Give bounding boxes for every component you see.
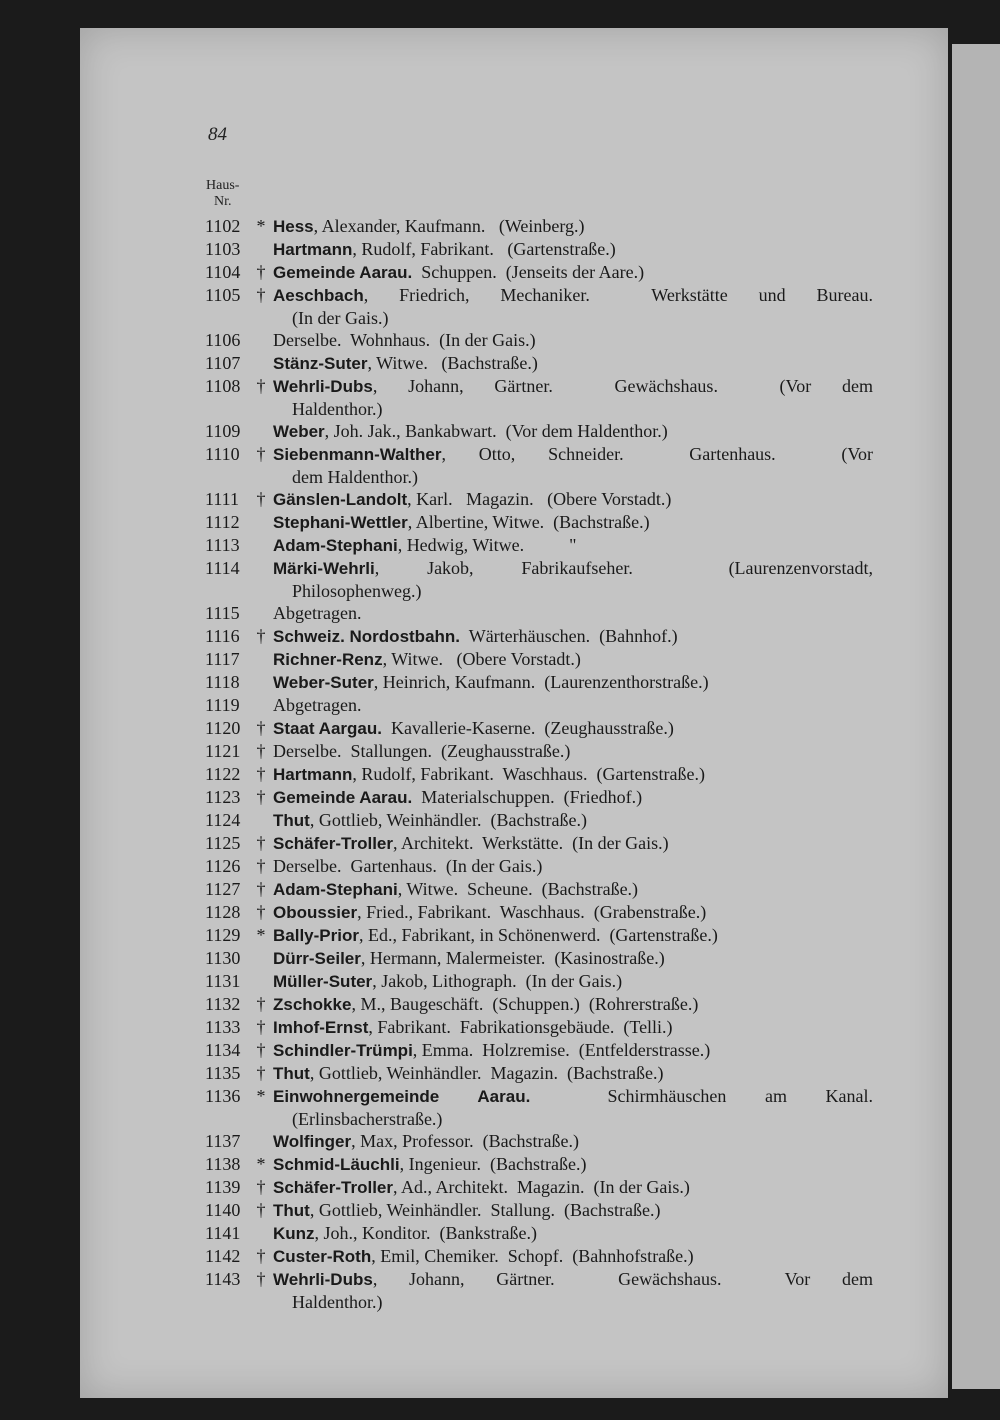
register-entry bbox=[205, 1039, 873, 1062]
entry-marker bbox=[249, 511, 273, 534]
entry-marker bbox=[249, 648, 273, 671]
owner-name: Thut bbox=[273, 1064, 310, 1083]
entry-marker: † bbox=[256, 1200, 266, 1220]
entry-text bbox=[273, 832, 873, 855]
entry-marker bbox=[249, 809, 273, 832]
entry-marker: † bbox=[256, 285, 266, 305]
entry-text bbox=[273, 534, 873, 557]
house-number: 1141 bbox=[205, 1223, 241, 1243]
house-number: 1114 bbox=[205, 558, 240, 578]
register-entry bbox=[205, 717, 873, 740]
house-number: 1107 bbox=[205, 353, 241, 373]
house-number: 1138 bbox=[205, 1154, 241, 1174]
entry-details: Derselbe. Stallungen. (Zeughausstraße.) bbox=[273, 741, 571, 761]
register-entry bbox=[205, 671, 873, 694]
entry-marker: † bbox=[256, 1017, 266, 1037]
entry-marker: † bbox=[256, 718, 266, 738]
entry-text bbox=[273, 1130, 873, 1153]
house-number: 1122 bbox=[205, 764, 241, 784]
register-entry bbox=[205, 557, 873, 580]
house-number: 1110 bbox=[205, 444, 240, 464]
entry-text bbox=[273, 717, 873, 740]
entry-details: , Ed., Fabrikant, in Schönenwerd. (Gartenstraße.) bbox=[358, 925, 718, 945]
owner-name: Schweiz. Nordostbahn. bbox=[273, 627, 461, 646]
entry-text bbox=[273, 329, 873, 352]
house-number: 1113 bbox=[205, 535, 240, 555]
entry-text bbox=[273, 901, 873, 924]
entry-text bbox=[273, 420, 873, 443]
owner-name: Hartmann bbox=[273, 240, 353, 259]
owner-name: Zschokke bbox=[273, 995, 352, 1014]
register-entry bbox=[205, 602, 873, 625]
house-register-list bbox=[205, 215, 873, 1313]
house-number: 1132 bbox=[205, 994, 241, 1014]
entry-text bbox=[273, 1039, 873, 1062]
owner-name: Wolfinger bbox=[273, 1132, 352, 1151]
entry-marker bbox=[249, 694, 273, 717]
entry-details: , Albertine, Witwe. (Bachstraße.) bbox=[407, 512, 650, 532]
owner-name: Einwohnergemeinde Aarau. bbox=[273, 1087, 531, 1106]
register-entry bbox=[205, 1153, 873, 1176]
entry-marker bbox=[249, 970, 273, 993]
entry-details: , Ad., Architekt. Magazin. (In der Gais.) bbox=[393, 1177, 690, 1197]
entry-text bbox=[273, 1176, 873, 1199]
owner-name: Schäfer-Troller bbox=[273, 834, 393, 853]
house-number: 1130 bbox=[205, 948, 241, 968]
house-number: 1118 bbox=[205, 672, 240, 692]
entry-details: , Rudolf, Fabrikant. (Gartenstraße.) bbox=[352, 239, 616, 259]
entry-details: , Witwe. (Bachstraße.) bbox=[367, 353, 538, 373]
entry-details: Materialschuppen. (Friedhof.) bbox=[412, 787, 643, 807]
house-number: 1129 bbox=[205, 925, 241, 945]
house-number: 1134 bbox=[205, 1040, 241, 1060]
register-entry bbox=[205, 1085, 873, 1108]
register-entry bbox=[205, 1245, 873, 1268]
register-entry bbox=[205, 947, 873, 970]
house-number: 1116 bbox=[205, 626, 240, 646]
register-entry bbox=[205, 901, 873, 924]
house-number: 1126 bbox=[205, 856, 241, 876]
entry-text bbox=[273, 375, 873, 398]
entry-text bbox=[273, 488, 873, 511]
page-number: 84 bbox=[208, 124, 227, 145]
register-entry bbox=[205, 488, 873, 511]
house-number: 1136 bbox=[205, 1086, 241, 1106]
owner-name: Märki-Wehrli bbox=[273, 559, 375, 578]
house-number: 1128 bbox=[205, 902, 241, 922]
entry-marker: † bbox=[256, 1269, 266, 1289]
owner-name: Oboussier bbox=[273, 903, 358, 922]
entry-text bbox=[273, 625, 873, 648]
owner-name: Siebenmann-Walther bbox=[273, 445, 442, 464]
entry-marker: † bbox=[256, 489, 266, 509]
entry-text bbox=[273, 694, 873, 717]
entry-details: Derselbe. Wohnhaus. (In der Gais.) bbox=[273, 330, 536, 350]
register-entry bbox=[205, 534, 873, 557]
entry-marker: * bbox=[256, 925, 266, 945]
register-entry bbox=[205, 238, 873, 261]
entry-text bbox=[273, 947, 873, 970]
entry-details: , Fried., Fabrikant. Waschhaus. (Grabenstraße.) bbox=[357, 902, 707, 922]
register-entry bbox=[205, 1268, 873, 1291]
entry-details: Derselbe. Gartenhaus. (In der Gais.) bbox=[273, 856, 543, 876]
entry-marker: † bbox=[256, 1040, 266, 1060]
entry-marker: * bbox=[256, 1086, 266, 1106]
entry-details: , Gottlieb, Weinhändler. Stallung. (Bachstraße.) bbox=[309, 1200, 661, 1220]
entry-details: , Friedrich, Mechaniker. Werkstätte und Bureau. bbox=[363, 285, 873, 305]
entry-marker bbox=[249, 947, 273, 970]
register-entry bbox=[205, 809, 873, 832]
entry-details: , Jakob, Lithograph. (In der Gais.) bbox=[372, 971, 623, 991]
register-entry bbox=[205, 924, 873, 947]
entry-details: Wärterhäuschen. (Bahnhof.) bbox=[460, 626, 678, 646]
owner-name: Gänslen-Landolt bbox=[273, 490, 408, 509]
entry-text bbox=[273, 993, 873, 1016]
house-number: 1120 bbox=[205, 718, 241, 738]
house-number: 1131 bbox=[205, 971, 241, 991]
entry-marker: † bbox=[256, 879, 266, 899]
entry-marker bbox=[249, 602, 273, 625]
house-number: 1106 bbox=[205, 330, 241, 350]
register-entry bbox=[205, 1222, 873, 1245]
house-number: 1102 bbox=[205, 216, 241, 236]
register-entry bbox=[205, 694, 873, 717]
owner-name: Kunz bbox=[273, 1224, 315, 1243]
entry-marker: † bbox=[256, 262, 266, 282]
entry-marker: † bbox=[256, 902, 266, 922]
entry-details: , Joh. Jak., Bankabwart. (Vor dem Haldenthor.) bbox=[324, 421, 668, 441]
entry-text bbox=[273, 443, 873, 466]
entry-details: , Emil, Chemiker. Schopf. (Bahnhofstraße.) bbox=[371, 1246, 694, 1266]
entry-marker: † bbox=[256, 764, 266, 784]
owner-name: Custer-Roth bbox=[273, 1247, 372, 1266]
entry-text bbox=[273, 855, 873, 878]
register-entry bbox=[205, 855, 873, 878]
entry-text bbox=[273, 1245, 873, 1268]
house-number: 1108 bbox=[205, 376, 241, 396]
owner-name: Weber-Suter bbox=[273, 673, 374, 692]
owner-name: Staat Aargau. bbox=[273, 719, 382, 738]
entry-marker bbox=[249, 329, 273, 352]
entry-details: , M., Baugeschäft. (Schuppen.) (Rohrerstraße.) bbox=[351, 994, 699, 1014]
owner-name: Wehrli-Dubs bbox=[273, 1270, 373, 1289]
entry-marker bbox=[249, 352, 273, 375]
entry-text bbox=[273, 557, 873, 580]
entry-text bbox=[273, 763, 873, 786]
entry-text bbox=[273, 1062, 873, 1085]
register-entry bbox=[205, 329, 873, 352]
entry-details: , Rudolf, Fabrikant. Waschhaus. (Gartenstraße.) bbox=[352, 764, 705, 784]
register-entry bbox=[205, 1176, 873, 1199]
owner-name: Schindler-Trümpi bbox=[273, 1041, 413, 1060]
entry-text bbox=[273, 1016, 873, 1039]
entry-marker bbox=[249, 671, 273, 694]
owner-name: Thut bbox=[273, 811, 310, 830]
owner-name: Gemeinde Aarau. bbox=[273, 788, 413, 807]
entry-marker: † bbox=[256, 1177, 266, 1197]
entry-marker bbox=[249, 534, 273, 557]
house-number: 1112 bbox=[205, 512, 240, 532]
house-number: 1105 bbox=[205, 285, 241, 305]
entry-marker bbox=[249, 420, 273, 443]
owner-name: Dürr-Seiler bbox=[273, 949, 361, 968]
entry-details: , Karl. Magazin. (Obere Vorstadt.) bbox=[407, 489, 672, 509]
house-number: 1140 bbox=[205, 1200, 241, 1220]
house-number: 1111 bbox=[205, 489, 239, 509]
house-number: 1143 bbox=[205, 1269, 241, 1289]
house-number: 1115 bbox=[205, 603, 240, 623]
entry-details: , Heinrich, Kaufmann. (Laurenzenthorstraße.) bbox=[373, 672, 709, 692]
column-header-line-2: Nr. bbox=[214, 194, 232, 209]
entry-details: , Otto, Schneider. Gartenhaus. (Vor bbox=[441, 444, 873, 464]
entry-details: , Johann, Gärtner. Gewächshaus. (Vor dem bbox=[372, 376, 873, 396]
register-entry bbox=[205, 625, 873, 648]
register-entry bbox=[205, 993, 873, 1016]
house-number: 1124 bbox=[205, 810, 241, 830]
entry-marker: † bbox=[256, 833, 266, 853]
house-number: 1125 bbox=[205, 833, 241, 853]
entry-details: , Alexander, Kaufmann. (Weinberg.) bbox=[313, 216, 585, 236]
entry-details: Schuppen. (Jenseits der Aare.) bbox=[412, 262, 645, 282]
owner-name: Imhof-Ernst bbox=[273, 1018, 369, 1037]
entry-marker bbox=[249, 557, 273, 580]
entry-marker bbox=[249, 1130, 273, 1153]
owner-name: Weber bbox=[273, 422, 325, 441]
entry-details: Abgetragen. bbox=[273, 603, 362, 623]
owner-name: Gemeinde Aarau. bbox=[273, 263, 413, 282]
register-entry bbox=[205, 511, 873, 534]
register-entry bbox=[205, 1016, 873, 1039]
entry-marker bbox=[249, 238, 273, 261]
register-entry bbox=[205, 284, 873, 307]
register-entry bbox=[205, 648, 873, 671]
entry-marker: * bbox=[256, 1154, 266, 1174]
house-number: 1117 bbox=[205, 649, 240, 669]
owner-name: Bally-Prior bbox=[273, 926, 359, 945]
owner-name: Aeschbach bbox=[273, 286, 364, 305]
entry-text bbox=[273, 1199, 873, 1222]
entry-marker: † bbox=[256, 741, 266, 761]
owner-name: Schmid-Läuchli bbox=[273, 1155, 400, 1174]
entry-continuation: Haldenthor.) bbox=[292, 1292, 383, 1312]
register-entry bbox=[205, 215, 873, 238]
owner-name: Hartmann bbox=[273, 765, 353, 784]
entry-marker: † bbox=[256, 376, 266, 396]
entry-text bbox=[273, 602, 873, 625]
entry-text bbox=[273, 238, 873, 261]
house-number: 1109 bbox=[205, 421, 241, 441]
entry-details: , Johann, Gärtner. Gewächshaus. Vor dem bbox=[372, 1269, 873, 1289]
house-number: 1104 bbox=[205, 262, 241, 282]
entry-details: , Gottlieb, Weinhändler. (Bachstraße.) bbox=[309, 810, 587, 830]
entry-details: , Max, Professor. (Bachstraße.) bbox=[351, 1131, 580, 1151]
house-number: 1139 bbox=[205, 1177, 241, 1197]
entry-marker: * bbox=[256, 216, 266, 236]
register-entry bbox=[205, 375, 873, 398]
entry-details: Kavallerie-Kaserne. (Zeughausstraße.) bbox=[381, 718, 674, 738]
register-entry bbox=[205, 1062, 873, 1085]
owner-name: Thut bbox=[273, 1201, 310, 1220]
entry-text bbox=[273, 1268, 873, 1291]
entry-details: , Hermann, Malermeister. (Kasinostraße.) bbox=[360, 948, 665, 968]
owner-name: Wehrli-Dubs bbox=[273, 377, 373, 396]
entry-text bbox=[273, 1085, 873, 1108]
entry-marker: † bbox=[256, 856, 266, 876]
entry-text bbox=[273, 648, 873, 671]
house-number: 1133 bbox=[205, 1017, 241, 1037]
register-entry bbox=[205, 352, 873, 375]
register-entry bbox=[205, 1130, 873, 1153]
entry-details: , Jakob, Fabrikaufseher. (Laurenzenvorstadt, bbox=[374, 558, 873, 578]
owner-name: Adam-Stephani bbox=[273, 880, 398, 899]
entry-text bbox=[273, 284, 873, 307]
entry-details: , Ingenieur. (Bachstraße.) bbox=[399, 1154, 587, 1174]
house-number: 1119 bbox=[205, 695, 240, 715]
entry-text bbox=[273, 1222, 873, 1245]
entry-details: Abgetragen. bbox=[273, 695, 362, 715]
register-entry bbox=[205, 1199, 873, 1222]
entry-continuation: Haldenthor.) bbox=[292, 399, 383, 419]
entry-details: , Hedwig, Witwe. " bbox=[397, 535, 577, 555]
column-header-haus-nr bbox=[206, 178, 239, 210]
entry-details: , Emma. Holzremise. (Entfelderstrasse.) bbox=[412, 1040, 711, 1060]
house-number: 1135 bbox=[205, 1063, 241, 1083]
register-entry bbox=[205, 763, 873, 786]
entry-marker: † bbox=[256, 1246, 266, 1266]
entry-continuation: dem Haldenthor.) bbox=[292, 467, 418, 487]
entry-text bbox=[273, 809, 873, 832]
entry-text bbox=[273, 878, 873, 901]
column-header-line-1: Haus- bbox=[206, 178, 240, 193]
register-entry bbox=[205, 261, 873, 284]
entry-details: , Witwe. (Obere Vorstadt.) bbox=[382, 649, 581, 669]
register-entry bbox=[205, 740, 873, 763]
entry-text bbox=[273, 740, 873, 763]
entry-text bbox=[273, 511, 873, 534]
register-entry bbox=[205, 443, 873, 466]
owner-name: Stephani-Wettler bbox=[273, 513, 408, 532]
adjacent-page-edge bbox=[952, 44, 1000, 1389]
house-number: 1103 bbox=[205, 239, 241, 259]
entry-marker: † bbox=[256, 444, 266, 464]
entry-text bbox=[273, 1153, 873, 1176]
entry-details: Schirmhäuschen am Kanal. bbox=[530, 1086, 873, 1106]
owner-name: Hess bbox=[273, 217, 314, 236]
entry-details: , Fabrikant. Fabrikationsgebäude. (Telli.) bbox=[368, 1017, 673, 1037]
register-entry bbox=[205, 786, 873, 809]
entry-continuation: (Erlinsbacherstraße.) bbox=[292, 1109, 443, 1129]
entry-marker: † bbox=[256, 626, 266, 646]
entry-details: , Joh., Konditor. (Bankstraße.) bbox=[314, 1223, 538, 1243]
house-number: 1121 bbox=[205, 741, 241, 761]
entry-marker: † bbox=[256, 994, 266, 1014]
owner-name: Schäfer-Troller bbox=[273, 1178, 393, 1197]
house-number: 1123 bbox=[205, 787, 241, 807]
entry-marker: † bbox=[256, 1063, 266, 1083]
entry-text bbox=[273, 215, 873, 238]
owner-name: Stänz-Suter bbox=[273, 354, 368, 373]
entry-text bbox=[273, 786, 873, 809]
entry-details: , Architekt. Werkstätte. (In der Gais.) bbox=[393, 833, 669, 853]
entry-text bbox=[273, 352, 873, 375]
entry-continuation: Philosophenweg.) bbox=[292, 581, 422, 601]
register-entry bbox=[205, 878, 873, 901]
owner-name: Adam-Stephani bbox=[273, 536, 398, 555]
entry-details: , Witwe. Scheune. (Bachstraße.) bbox=[397, 879, 639, 899]
entry-continuation: (In der Gais.) bbox=[292, 308, 389, 328]
house-number: 1137 bbox=[205, 1131, 241, 1151]
register-entry bbox=[205, 970, 873, 993]
register-entry bbox=[205, 420, 873, 443]
entry-text bbox=[273, 671, 873, 694]
entry-marker: † bbox=[256, 787, 266, 807]
entry-text bbox=[273, 924, 873, 947]
entry-text bbox=[273, 261, 873, 284]
register-entry bbox=[205, 832, 873, 855]
owner-name: Müller-Suter bbox=[273, 972, 373, 991]
entry-marker bbox=[249, 1222, 273, 1245]
entry-details: , Gottlieb, Weinhändler. Magazin. (Bachstraße.) bbox=[309, 1063, 664, 1083]
owner-name: Richner-Renz bbox=[273, 650, 383, 669]
house-number: 1127 bbox=[205, 879, 241, 899]
entry-text bbox=[273, 970, 873, 993]
house-number: 1142 bbox=[205, 1246, 241, 1266]
